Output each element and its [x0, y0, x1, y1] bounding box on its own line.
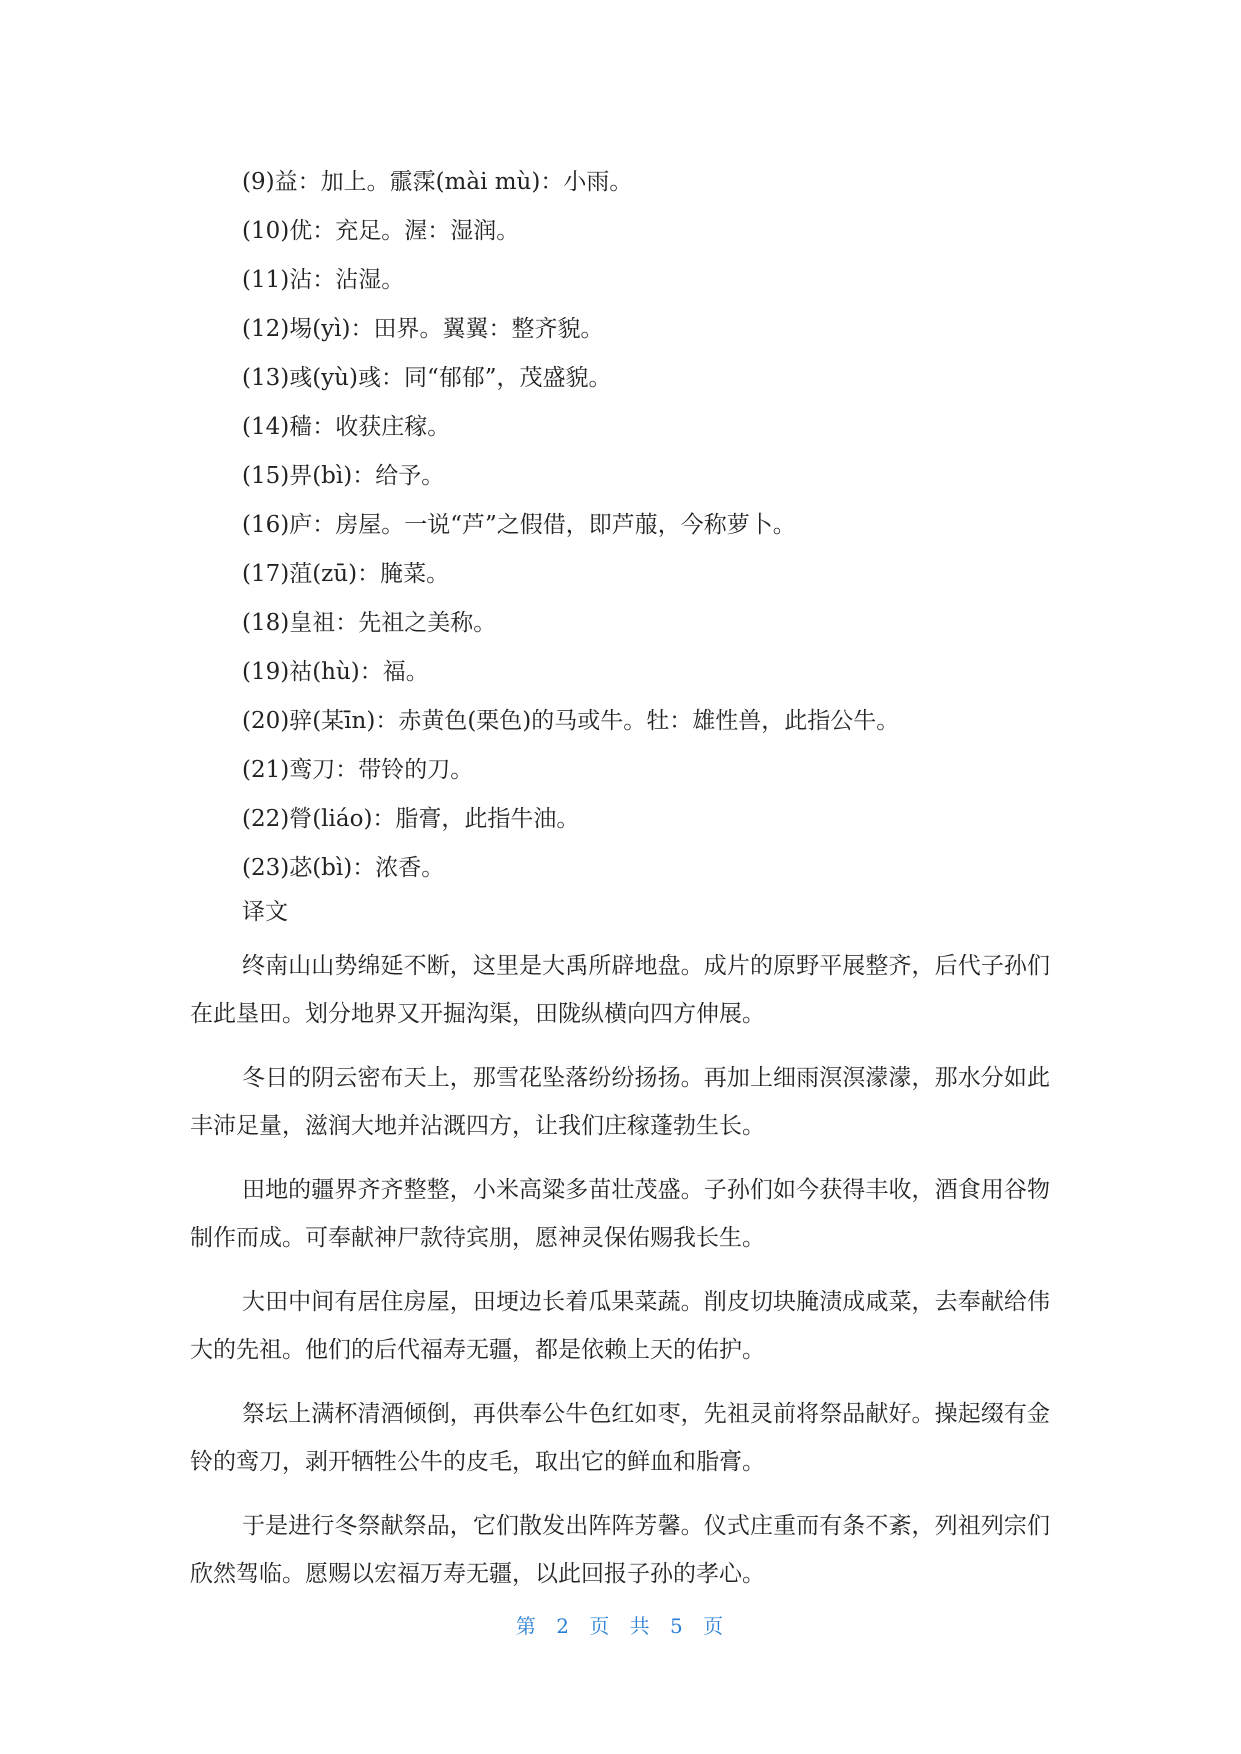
translation-paragraph: 田地的疆界齐齐整整，小米高粱多苗壮茂盛。子孙们如今获得丰收，酒食用谷物制作而成。可奉献神尸款待宾朋，愿神灵保佑赐我长生。 [190, 1177, 1050, 1251]
translation-paragraph: 冬日的阴云密布天上，那雪花坠落纷纷扬扬。再加上细雨溟溟濛濛，那水分如此丰沛足量，滋润大地并沾溉四方，让我们庄稼蓬勃生长。 [190, 1065, 1050, 1139]
annotation-item: (17)菹(zū)：腌菜。 [242, 561, 450, 587]
annotation-item: (13)彧(yù)彧：同“郁郁”，茂盛貌。 [242, 365, 612, 391]
page-number-footer: 第 2 页 共 5 页 [515, 1614, 726, 1638]
annotation-item: (20)骍(某īn)：赤黄色(栗色)的马或牛。牡：雄性兽，此指公牛。 [242, 708, 900, 734]
section-heading: 译文 [242, 899, 288, 925]
translation-paragraph: 终南山山势绵延不断，这里是大禹所辟地盘。成片的原野平展整齐，后代子孙们在此垦田。划分地界又开掘沟渠，田陇纵横向四方伸展。 [190, 953, 1050, 1027]
annotation-item: (18)皇祖：先祖之美称。 [242, 610, 497, 636]
annotation-item: (10)优：充足。渥：湿润。 [242, 218, 520, 244]
annotation-item: (22)膋(liáo)：脂膏，此指牛油。 [242, 806, 580, 832]
annotation-item: (9)益：加上。霢霂(mài mù)：小雨。 [242, 169, 633, 195]
translation-paragraph: 于是进行冬祭献祭品，它们散发出阵阵芳馨。仪式庄重而有条不紊，列祖列宗们欣然驾临。愿赐以宏福万寿无疆，以此回报子孙的孝心。 [190, 1513, 1050, 1587]
translation-body [190, 942, 1050, 1614]
annotation-item: (15)畀(bì)：给予。 [242, 463, 445, 489]
translation-paragraph: 祭坛上满杯清酒倾倒，再供奉公牛色红如枣，先祖灵前将祭品献好。操起缀有金铃的鸾刀，剥开牺牲公牛的皮毛，取出它的鲜血和脂膏。 [190, 1401, 1050, 1475]
translation-paragraph: 大田中间有居住房屋，田埂边长着瓜果菜蔬。削皮切块腌渍成咸菜，去奉献给伟大的先祖。他们的后代福寿无疆，都是依赖上天的佑护。 [190, 1289, 1050, 1363]
annotation-item: (19)祜(hù)：福。 [242, 659, 429, 685]
annotation-item: (11)沾：沾湿。 [242, 267, 405, 293]
annotation-item: (16)庐：房屋。一说“芦”之假借，即芦菔，今称萝卜。 [242, 512, 796, 538]
annotation-item: (12)埸(yì)：田界。翼翼：整齐貌。 [242, 316, 604, 342]
annotation-item: (14)穑：收获庄稼。 [242, 414, 451, 440]
annotation-list [242, 158, 1062, 893]
annotation-item: (21)鸾刀：带铃的刀。 [242, 757, 474, 783]
annotation-item: (23)苾(bì)：浓香。 [242, 855, 445, 881]
